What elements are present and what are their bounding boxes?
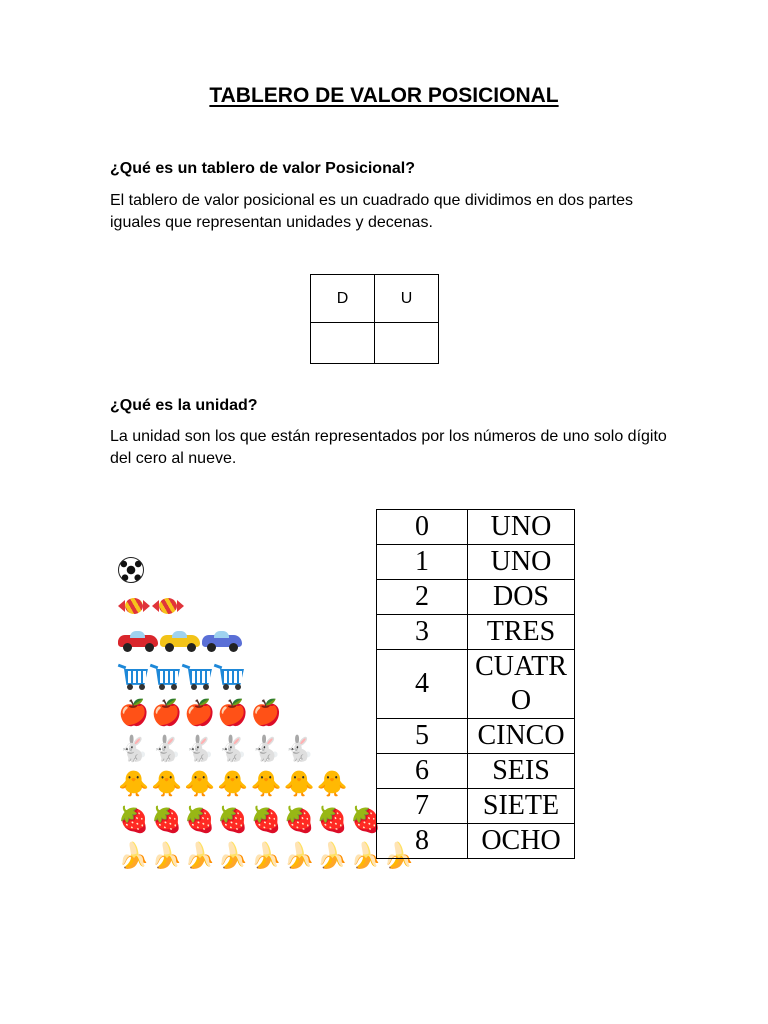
picture-row [118, 623, 368, 659]
banana-icon: 🍌 [118, 840, 150, 870]
number-row [377, 824, 575, 859]
question-unit: ¿Qué es la unidad? [110, 397, 258, 414]
number-word-cell: TRES [468, 615, 575, 650]
picture-row [118, 552, 368, 588]
apple-icon: 🍎 [184, 698, 216, 728]
apple-icon: 🍎 [118, 698, 150, 728]
chick-icon: 🐥 [118, 769, 150, 799]
picture-row [118, 766, 368, 802]
number-word-cell: CUATRO [468, 650, 575, 719]
banana-icon: 🍌 [217, 840, 249, 870]
apple-icon: 🍎 [250, 698, 282, 728]
number-row [377, 650, 575, 719]
number-word-cell: CINCO [468, 719, 575, 754]
number-cell: 2 [377, 580, 468, 615]
banana-icon: 🍌 [316, 840, 348, 870]
shopping-cart-icon [150, 663, 180, 691]
number-row [377, 545, 575, 580]
number-cell: 4 [377, 650, 468, 719]
rabbit-icon: 🐇 [283, 733, 315, 763]
number-cell: 0 [377, 510, 468, 545]
shopping-cart-icon [214, 663, 244, 691]
number-row [377, 719, 575, 754]
rabbit-icon: 🐇 [184, 733, 216, 763]
strawberry-icon: 🍓 [283, 805, 315, 835]
picture-row [118, 659, 368, 695]
strawberry-icon: 🍓 [151, 805, 183, 835]
rabbit-icon: 🐇 [151, 733, 183, 763]
strawberry-icon: 🍓 [349, 805, 382, 835]
strawberry-icon: 🍓 [250, 805, 282, 835]
number-row [377, 580, 575, 615]
board-cell-decenas [311, 323, 375, 364]
strawberry-icon: 🍓 [316, 805, 348, 835]
question-place-value-board: ¿Qué es un tablero de valor Posicional? [110, 160, 415, 177]
candy-icon [118, 598, 150, 614]
number-row [377, 615, 575, 650]
chick-icon: 🐥 [250, 769, 282, 799]
toy-car-icon [118, 630, 158, 652]
banana-icon: 🍌 [283, 840, 315, 870]
banana-icon: 🍌 [184, 840, 216, 870]
chick-icon: 🐥 [184, 769, 216, 799]
strawberry-icon: 🍓 [184, 805, 216, 835]
chick-icon: 🐥 [217, 769, 249, 799]
rabbit-icon: 🐇 [250, 733, 282, 763]
toy-car-icon [202, 630, 242, 652]
answer-unit: La unidad son los que están representados por los números de uno solo dígito del cero al nueve. [110, 428, 667, 467]
banana-icon: 🍌 [151, 840, 183, 870]
shopping-cart-icon [182, 663, 212, 691]
picture-counting-column [118, 552, 415, 873]
board-header-unidades: U [375, 275, 439, 323]
apple-icon: 🍎 [217, 698, 249, 728]
page-title: TABLERO DE VALOR POSICIONAL [209, 84, 559, 107]
number-row [377, 510, 575, 545]
candy-icon [152, 598, 184, 614]
number-cell: 3 [377, 615, 468, 650]
number-cell: 6 [377, 754, 468, 789]
number-cell: 8 [377, 824, 468, 859]
board-header-decenas: D [311, 275, 375, 323]
number-word-cell: SEIS [468, 754, 575, 789]
number-word-table [376, 509, 575, 859]
chick-icon: 🐥 [283, 769, 315, 799]
picture-row [118, 838, 415, 874]
soccer-ball-icon [118, 557, 144, 583]
apple-icon: 🍎 [151, 698, 183, 728]
strawberry-icon: 🍓 [217, 805, 249, 835]
number-row [377, 789, 575, 824]
number-word-cell: UNO [468, 510, 575, 545]
chick-icon: 🐥 [151, 769, 183, 799]
place-value-board [310, 274, 439, 364]
number-word-cell: DOS [468, 580, 575, 615]
chick-icon: 🐥 [316, 769, 348, 799]
banana-icon: 🍌 [250, 840, 282, 870]
banana-icon: 🍌 [383, 840, 415, 870]
number-word-cell: OCHO [468, 824, 575, 859]
board-cell-unidades [375, 323, 439, 364]
number-cell: 5 [377, 719, 468, 754]
picture-row [118, 695, 368, 731]
picture-row [118, 802, 382, 838]
picture-row [118, 588, 368, 624]
number-word-cell: UNO [468, 545, 575, 580]
answer-place-value-board: El tablero de valor posicional es un cuadrado que dividimos en dos partes iguales que representan unidades y decenas. [110, 192, 633, 231]
number-cell: 7 [377, 789, 468, 824]
banana-icon: 🍌 [349, 840, 382, 870]
number-cell: 1 [377, 545, 468, 580]
strawberry-icon: 🍓 [118, 805, 150, 835]
picture-row [118, 730, 368, 766]
shopping-cart-icon [118, 663, 148, 691]
toy-car-icon [160, 630, 200, 652]
rabbit-icon: 🐇 [118, 733, 150, 763]
number-word-cell: SIETE [468, 789, 575, 824]
number-row [377, 754, 575, 789]
rabbit-icon: 🐇 [217, 733, 249, 763]
